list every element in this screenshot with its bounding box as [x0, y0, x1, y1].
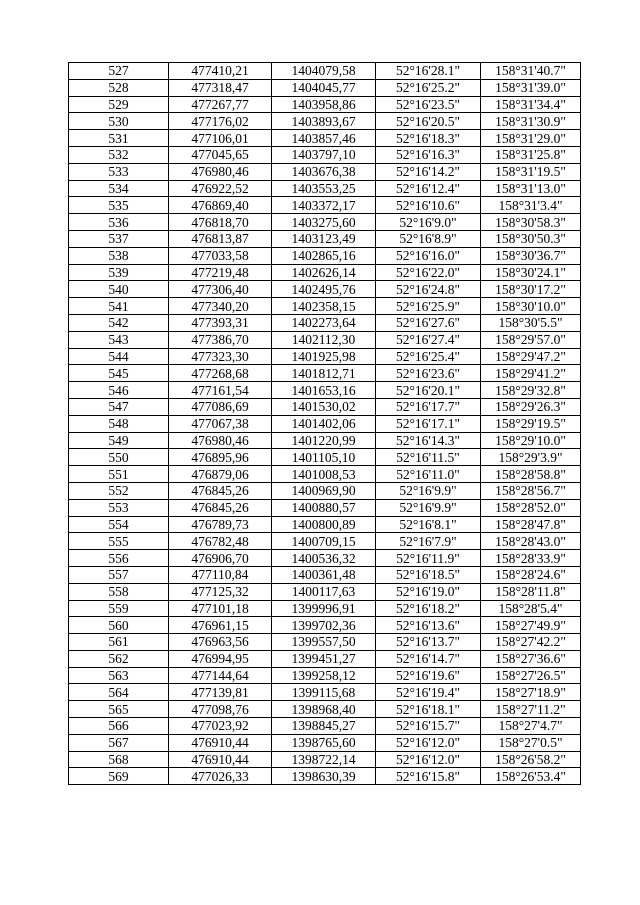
y-coordinate-cell: 1401008,53 [272, 466, 376, 483]
table-row [69, 533, 581, 550]
y-coordinate-cell: 1398968,40 [272, 701, 376, 718]
latitude-cell: 52°16'25.4" [376, 348, 481, 365]
longitude-cell: 158°29'19.5" [481, 415, 581, 432]
y-coordinate-cell: 1400361,48 [272, 566, 376, 583]
table-row [69, 180, 581, 197]
point-number-cell: 545 [69, 365, 169, 382]
point-number-cell: 546 [69, 382, 169, 399]
longitude-cell: 158°30'5.5" [481, 314, 581, 331]
x-coordinate-cell: 476922,52 [169, 180, 272, 197]
longitude-cell: 158°31'34.4" [481, 96, 581, 113]
longitude-cell: 158°30'10.0" [481, 298, 581, 315]
point-number-cell: 566 [69, 718, 169, 735]
point-number-cell: 567 [69, 734, 169, 751]
table-row [69, 550, 581, 567]
y-coordinate-cell: 1398765,60 [272, 734, 376, 751]
point-number-cell: 553 [69, 499, 169, 516]
longitude-cell: 158°26'53.4" [481, 768, 581, 785]
latitude-cell: 52°16'25.2" [376, 79, 481, 96]
y-coordinate-cell: 1400709,15 [272, 533, 376, 550]
table-row [69, 79, 581, 96]
table-row [69, 499, 581, 516]
longitude-cell: 158°28'47.8" [481, 516, 581, 533]
y-coordinate-cell: 1403857,46 [272, 130, 376, 147]
point-number-cell: 558 [69, 583, 169, 600]
y-coordinate-cell: 1399702,36 [272, 617, 376, 634]
table-row [69, 751, 581, 768]
table-row [69, 331, 581, 348]
table-row [69, 701, 581, 718]
y-coordinate-cell: 1402865,16 [272, 247, 376, 264]
x-coordinate-cell: 477176,02 [169, 113, 272, 130]
point-number-cell: 561 [69, 634, 169, 651]
y-coordinate-cell: 1398845,27 [272, 718, 376, 735]
point-number-cell: 569 [69, 768, 169, 785]
longitude-cell: 158°30'50.3" [481, 230, 581, 247]
table-row [69, 365, 581, 382]
y-coordinate-cell: 1399258,12 [272, 667, 376, 684]
longitude-cell: 158°27'49.9" [481, 617, 581, 634]
y-coordinate-cell: 1400880,57 [272, 499, 376, 516]
x-coordinate-cell: 477125,32 [169, 583, 272, 600]
latitude-cell: 52°16'16.0" [376, 247, 481, 264]
table-row [69, 600, 581, 617]
point-number-cell: 568 [69, 751, 169, 768]
point-number-cell: 552 [69, 482, 169, 499]
table-row [69, 415, 581, 432]
latitude-cell: 52°16'8.1" [376, 516, 481, 533]
x-coordinate-cell: 477098,76 [169, 701, 272, 718]
longitude-cell: 158°26'58.2" [481, 751, 581, 768]
y-coordinate-cell: 1403275,60 [272, 214, 376, 231]
point-number-cell: 538 [69, 247, 169, 264]
latitude-cell: 52°16'15.7" [376, 718, 481, 735]
table-row [69, 113, 581, 130]
x-coordinate-cell: 477033,58 [169, 247, 272, 264]
x-coordinate-cell: 477267,77 [169, 96, 272, 113]
longitude-cell: 158°31'19.5" [481, 163, 581, 180]
latitude-cell: 52°16'18.2" [376, 600, 481, 617]
longitude-cell: 158°30'58.3" [481, 214, 581, 231]
point-number-cell: 550 [69, 449, 169, 466]
table-row [69, 130, 581, 147]
y-coordinate-cell: 1401402,06 [272, 415, 376, 432]
y-coordinate-cell: 1399557,50 [272, 634, 376, 651]
table-row [69, 583, 581, 600]
table-row [69, 466, 581, 483]
longitude-cell: 158°31'40.7" [481, 63, 581, 80]
y-coordinate-cell: 1398722,14 [272, 751, 376, 768]
longitude-cell: 158°28'56.7" [481, 482, 581, 499]
x-coordinate-cell: 476980,46 [169, 163, 272, 180]
point-number-cell: 539 [69, 264, 169, 281]
point-number-cell: 535 [69, 197, 169, 214]
longitude-cell: 158°31'3.4" [481, 197, 581, 214]
point-number-cell: 559 [69, 600, 169, 617]
y-coordinate-cell: 1403676,38 [272, 163, 376, 180]
point-number-cell: 554 [69, 516, 169, 533]
longitude-cell: 158°30'36.7" [481, 247, 581, 264]
latitude-cell: 52°16'18.3" [376, 130, 481, 147]
table-row [69, 63, 581, 80]
latitude-cell: 52°16'8.9" [376, 230, 481, 247]
point-number-cell: 557 [69, 566, 169, 583]
x-coordinate-cell: 477306,40 [169, 281, 272, 298]
latitude-cell: 52°16'23.6" [376, 365, 481, 382]
latitude-cell: 52°16'11.0" [376, 466, 481, 483]
table-row [69, 298, 581, 315]
table-row [69, 432, 581, 449]
table-row [69, 449, 581, 466]
latitude-cell: 52°16'27.4" [376, 331, 481, 348]
table-row [69, 650, 581, 667]
longitude-cell: 158°28'33.9" [481, 550, 581, 567]
x-coordinate-cell: 476845,26 [169, 499, 272, 516]
y-coordinate-cell: 1400536,32 [272, 550, 376, 567]
x-coordinate-cell: 476910,44 [169, 734, 272, 751]
point-number-cell: 555 [69, 533, 169, 550]
point-number-cell: 562 [69, 650, 169, 667]
table-row [69, 214, 581, 231]
table-row [69, 634, 581, 651]
y-coordinate-cell: 1403958,86 [272, 96, 376, 113]
latitude-cell: 52°16'12.0" [376, 751, 481, 768]
point-number-cell: 563 [69, 667, 169, 684]
point-number-cell: 542 [69, 314, 169, 331]
longitude-cell: 158°29'3.9" [481, 449, 581, 466]
y-coordinate-cell: 1402112,30 [272, 331, 376, 348]
table-row [69, 516, 581, 533]
y-coordinate-cell: 1403797,10 [272, 146, 376, 163]
longitude-cell: 158°30'17.2" [481, 281, 581, 298]
x-coordinate-cell: 477110,84 [169, 566, 272, 583]
longitude-cell: 158°31'25.8" [481, 146, 581, 163]
longitude-cell: 158°31'29.0" [481, 130, 581, 147]
longitude-cell: 158°27'4.7" [481, 718, 581, 735]
longitude-cell: 158°31'13.0" [481, 180, 581, 197]
table-row [69, 146, 581, 163]
point-number-cell: 537 [69, 230, 169, 247]
latitude-cell: 52°16'23.5" [376, 96, 481, 113]
x-coordinate-cell: 476980,46 [169, 432, 272, 449]
latitude-cell: 52°16'22.0" [376, 264, 481, 281]
point-number-cell: 551 [69, 466, 169, 483]
latitude-cell: 52°16'12.0" [376, 734, 481, 751]
y-coordinate-cell: 1401925,98 [272, 348, 376, 365]
latitude-cell: 52°16'24.8" [376, 281, 481, 298]
longitude-cell: 158°29'47.2" [481, 348, 581, 365]
point-number-cell: 527 [69, 63, 169, 80]
y-coordinate-cell: 1404045,77 [272, 79, 376, 96]
table-row [69, 247, 581, 264]
y-coordinate-cell: 1399996,91 [272, 600, 376, 617]
point-number-cell: 529 [69, 96, 169, 113]
table-row [69, 281, 581, 298]
latitude-cell: 52°16'14.7" [376, 650, 481, 667]
longitude-cell: 158°27'11.2" [481, 701, 581, 718]
latitude-cell: 52°16'13.6" [376, 617, 481, 634]
table-row [69, 197, 581, 214]
point-number-cell: 564 [69, 684, 169, 701]
x-coordinate-cell: 477067,38 [169, 415, 272, 432]
longitude-cell: 158°27'26.5" [481, 667, 581, 684]
y-coordinate-cell: 1401105,10 [272, 449, 376, 466]
x-coordinate-cell: 477086,69 [169, 398, 272, 415]
x-coordinate-cell: 477219,48 [169, 264, 272, 281]
latitude-cell: 52°16'14.2" [376, 163, 481, 180]
longitude-cell: 158°28'52.0" [481, 499, 581, 516]
table-row [69, 163, 581, 180]
latitude-cell: 52°16'11.5" [376, 449, 481, 466]
point-number-cell: 533 [69, 163, 169, 180]
x-coordinate-cell: 477023,92 [169, 718, 272, 735]
latitude-cell: 52°16'17.7" [376, 398, 481, 415]
x-coordinate-cell: 476789,73 [169, 516, 272, 533]
x-coordinate-cell: 476869,40 [169, 197, 272, 214]
latitude-cell: 52°16'9.0" [376, 214, 481, 231]
longitude-cell: 158°29'57.0" [481, 331, 581, 348]
x-coordinate-cell: 476906,70 [169, 550, 272, 567]
latitude-cell: 52°16'17.1" [376, 415, 481, 432]
latitude-cell: 52°16'25.9" [376, 298, 481, 315]
latitude-cell: 52°16'14.3" [376, 432, 481, 449]
x-coordinate-cell: 476910,44 [169, 751, 272, 768]
longitude-cell: 158°28'58.8" [481, 466, 581, 483]
table-row [69, 382, 581, 399]
y-coordinate-cell: 1401530,02 [272, 398, 376, 415]
y-coordinate-cell: 1399115,68 [272, 684, 376, 701]
latitude-cell: 52°16'16.3" [376, 146, 481, 163]
longitude-cell: 158°31'39.0" [481, 79, 581, 96]
longitude-cell: 158°27'0.5" [481, 734, 581, 751]
longitude-cell: 158°28'43.0" [481, 533, 581, 550]
point-number-cell: 543 [69, 331, 169, 348]
point-number-cell: 565 [69, 701, 169, 718]
latitude-cell: 52°16'13.7" [376, 634, 481, 651]
latitude-cell: 52°16'28.1" [376, 63, 481, 80]
x-coordinate-cell: 476963,56 [169, 634, 272, 651]
table-row [69, 566, 581, 583]
latitude-cell: 52°16'9.9" [376, 499, 481, 516]
y-coordinate-cell: 1400969,90 [272, 482, 376, 499]
latitude-cell: 52°16'20.5" [376, 113, 481, 130]
longitude-cell: 158°29'41.2" [481, 365, 581, 382]
y-coordinate-cell: 1401812,71 [272, 365, 376, 382]
point-number-cell: 549 [69, 432, 169, 449]
point-number-cell: 532 [69, 146, 169, 163]
longitude-cell: 158°29'10.0" [481, 432, 581, 449]
table-row [69, 667, 581, 684]
x-coordinate-cell: 477101,18 [169, 600, 272, 617]
x-coordinate-cell: 476961,15 [169, 617, 272, 634]
table-row [69, 314, 581, 331]
point-number-cell: 531 [69, 130, 169, 147]
table-row [69, 348, 581, 365]
table-row [69, 482, 581, 499]
y-coordinate-cell: 1404079,58 [272, 63, 376, 80]
latitude-cell: 52°16'19.6" [376, 667, 481, 684]
point-number-cell: 556 [69, 550, 169, 567]
y-coordinate-cell: 1398630,39 [272, 768, 376, 785]
table-row [69, 617, 581, 634]
latitude-cell: 52°16'19.4" [376, 684, 481, 701]
longitude-cell: 158°27'42.2" [481, 634, 581, 651]
point-number-cell: 528 [69, 79, 169, 96]
x-coordinate-cell: 477139,81 [169, 684, 272, 701]
x-coordinate-cell: 477144,64 [169, 667, 272, 684]
x-coordinate-cell: 476895,96 [169, 449, 272, 466]
y-coordinate-cell: 1400117,63 [272, 583, 376, 600]
latitude-cell: 52°16'18.5" [376, 566, 481, 583]
y-coordinate-cell: 1402626,14 [272, 264, 376, 281]
x-coordinate-cell: 477106,01 [169, 130, 272, 147]
x-coordinate-cell: 476845,26 [169, 482, 272, 499]
x-coordinate-cell: 476879,06 [169, 466, 272, 483]
latitude-cell: 52°16'20.1" [376, 382, 481, 399]
x-coordinate-cell: 477393,31 [169, 314, 272, 331]
coordinates-table-body [69, 63, 581, 785]
table-row [69, 718, 581, 735]
x-coordinate-cell: 476994,95 [169, 650, 272, 667]
x-coordinate-cell: 477323,30 [169, 348, 272, 365]
x-coordinate-cell: 477026,33 [169, 768, 272, 785]
longitude-cell: 158°31'30.9" [481, 113, 581, 130]
longitude-cell: 158°28'5.4" [481, 600, 581, 617]
point-number-cell: 560 [69, 617, 169, 634]
latitude-cell: 52°16'19.0" [376, 583, 481, 600]
x-coordinate-cell: 477268,68 [169, 365, 272, 382]
x-coordinate-cell: 477161,54 [169, 382, 272, 399]
longitude-cell: 158°29'26.3" [481, 398, 581, 415]
x-coordinate-cell: 477386,70 [169, 331, 272, 348]
longitude-cell: 158°27'36.6" [481, 650, 581, 667]
x-coordinate-cell: 476813,87 [169, 230, 272, 247]
x-coordinate-cell: 477318,47 [169, 79, 272, 96]
point-number-cell: 540 [69, 281, 169, 298]
latitude-cell: 52°16'9.9" [376, 482, 481, 499]
latitude-cell: 52°16'11.9" [376, 550, 481, 567]
latitude-cell: 52°16'12.4" [376, 180, 481, 197]
latitude-cell: 52°16'15.8" [376, 768, 481, 785]
table-row [69, 768, 581, 785]
x-coordinate-cell: 476818,70 [169, 214, 272, 231]
longitude-cell: 158°28'11.8" [481, 583, 581, 600]
y-coordinate-cell: 1402273,64 [272, 314, 376, 331]
coordinates-table [68, 62, 581, 785]
y-coordinate-cell: 1403553,25 [272, 180, 376, 197]
y-coordinate-cell: 1403893,67 [272, 113, 376, 130]
point-number-cell: 548 [69, 415, 169, 432]
latitude-cell: 52°16'10.6" [376, 197, 481, 214]
table-row [69, 734, 581, 751]
point-number-cell: 534 [69, 180, 169, 197]
longitude-cell: 158°29'32.8" [481, 382, 581, 399]
latitude-cell: 52°16'27.6" [376, 314, 481, 331]
x-coordinate-cell: 477340,20 [169, 298, 272, 315]
point-number-cell: 547 [69, 398, 169, 415]
latitude-cell: 52°16'7.9" [376, 533, 481, 550]
table-row [69, 398, 581, 415]
x-coordinate-cell: 477045,65 [169, 146, 272, 163]
point-number-cell: 536 [69, 214, 169, 231]
point-number-cell: 530 [69, 113, 169, 130]
y-coordinate-cell: 1402358,15 [272, 298, 376, 315]
y-coordinate-cell: 1401653,16 [272, 382, 376, 399]
y-coordinate-cell: 1400800,89 [272, 516, 376, 533]
table-row [69, 264, 581, 281]
y-coordinate-cell: 1399451,27 [272, 650, 376, 667]
latitude-cell: 52°16'18.1" [376, 701, 481, 718]
point-number-cell: 541 [69, 298, 169, 315]
point-number-cell: 544 [69, 348, 169, 365]
y-coordinate-cell: 1402495,76 [272, 281, 376, 298]
x-coordinate-cell: 476782,48 [169, 533, 272, 550]
x-coordinate-cell: 477410,21 [169, 63, 272, 80]
table-row [69, 96, 581, 113]
y-coordinate-cell: 1403372,17 [272, 197, 376, 214]
longitude-cell: 158°27'18.9" [481, 684, 581, 701]
table-row [69, 230, 581, 247]
table-row [69, 684, 581, 701]
y-coordinate-cell: 1401220,99 [272, 432, 376, 449]
y-coordinate-cell: 1403123,49 [272, 230, 376, 247]
longitude-cell: 158°30'24.1" [481, 264, 581, 281]
longitude-cell: 158°28'24.6" [481, 566, 581, 583]
